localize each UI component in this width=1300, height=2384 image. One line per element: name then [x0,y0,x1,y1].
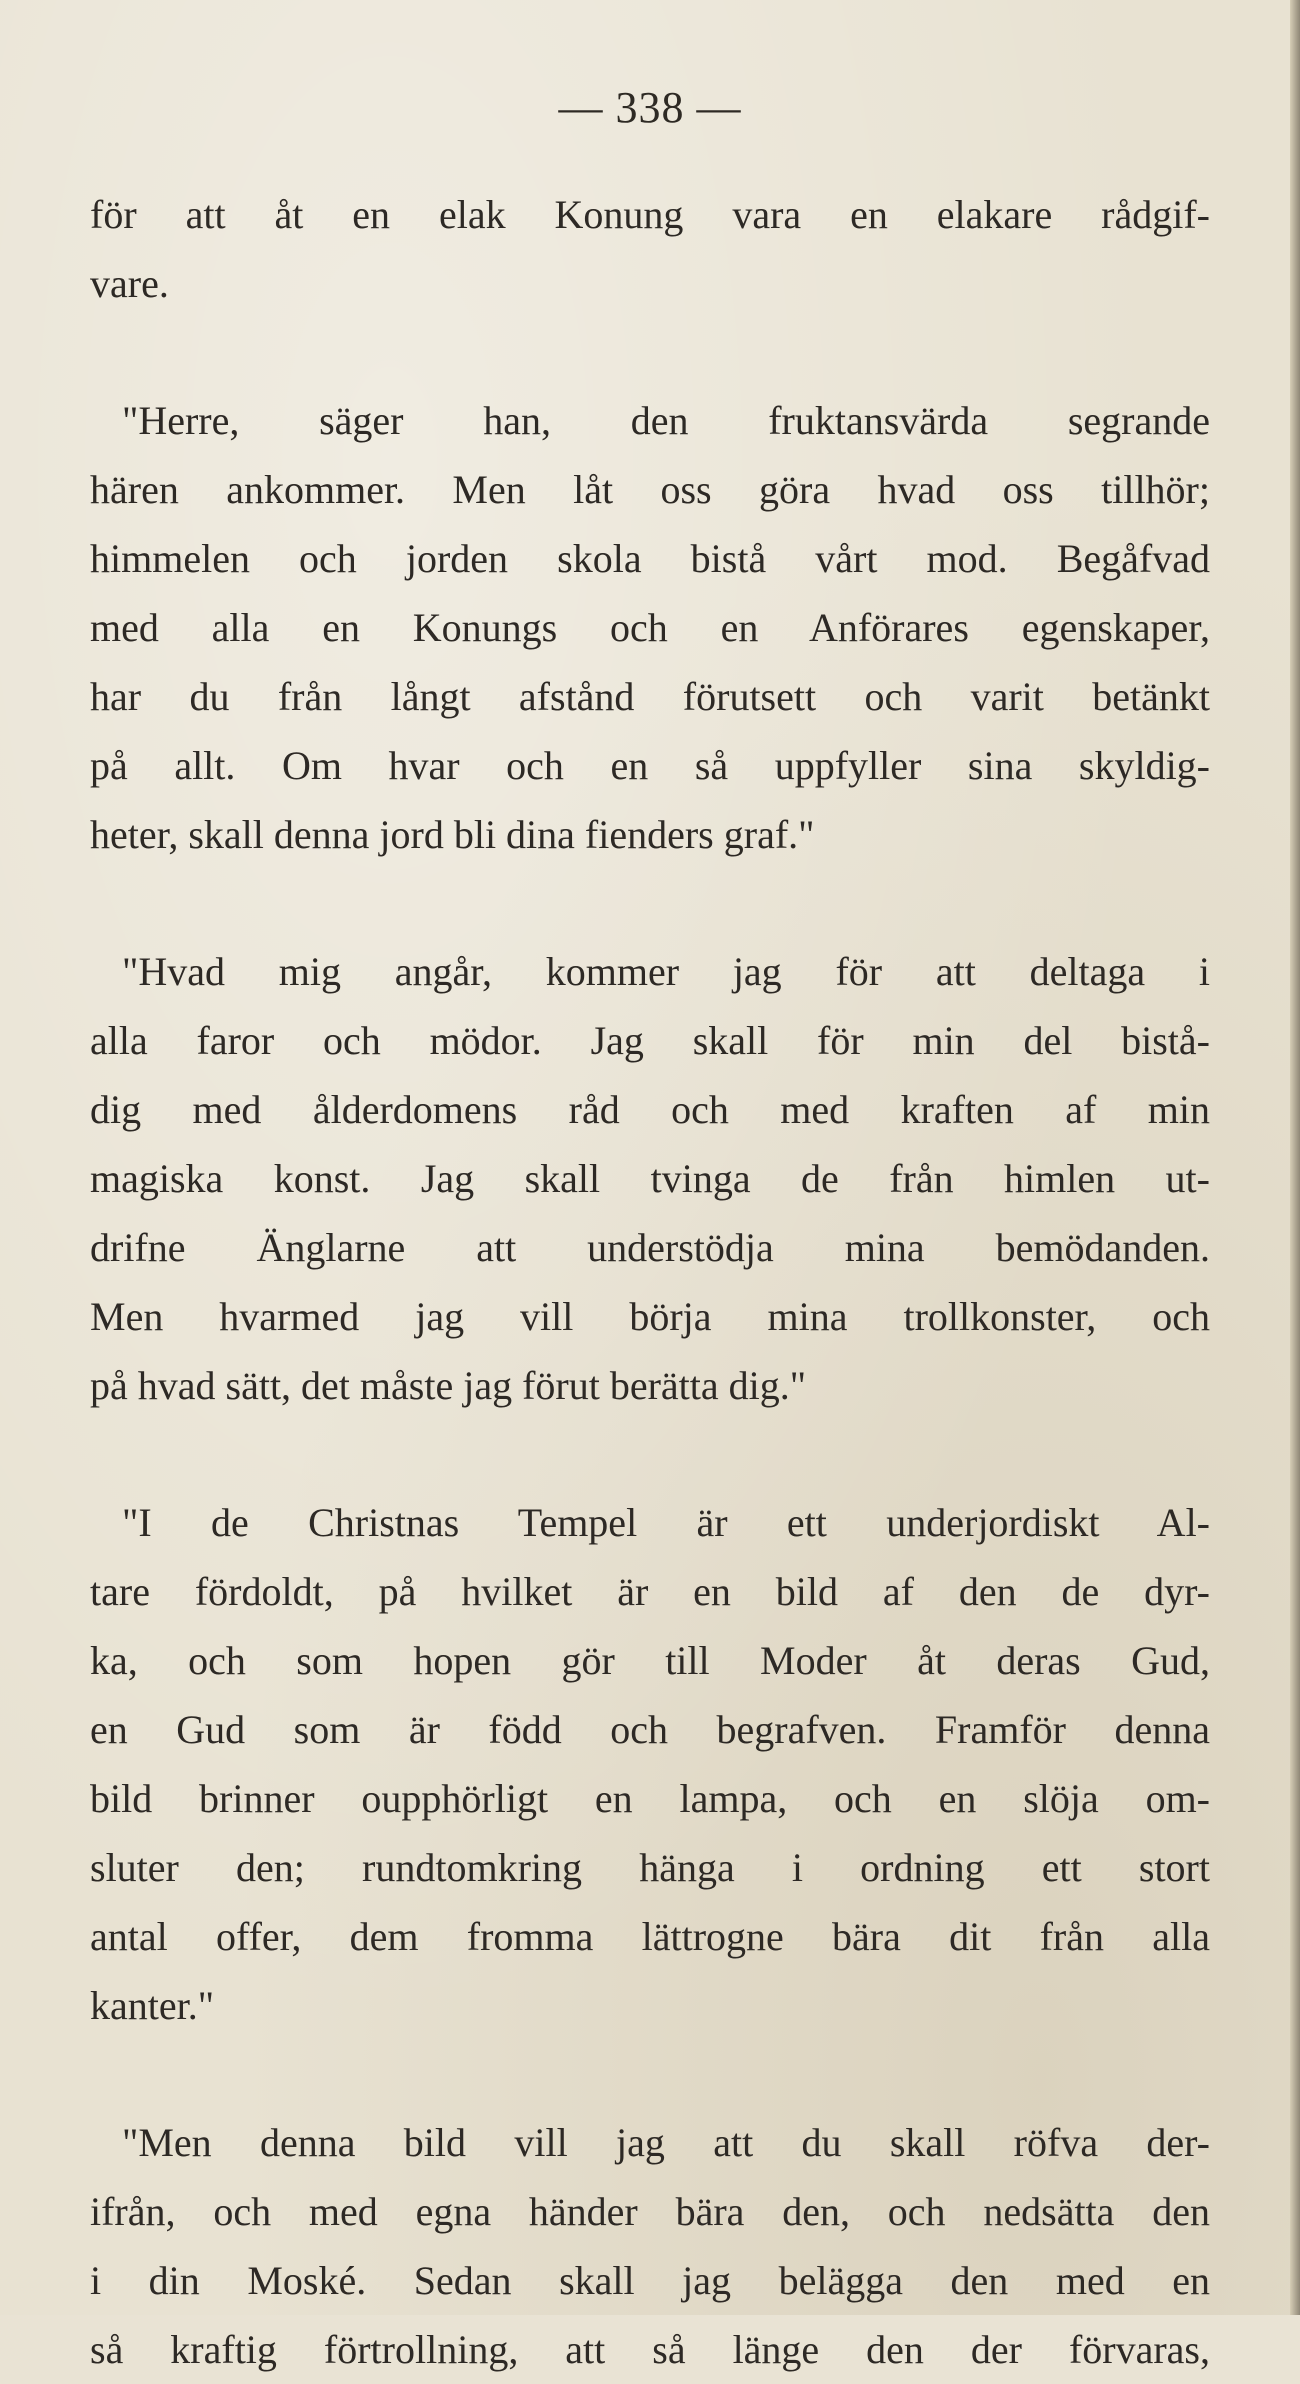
text-line: antal offer, dem fromma lättrogne bära dit från alla [90,1914,1210,1959]
paragraph-gap [90,869,1210,937]
page-edge [1290,0,1300,2315]
text-line: dig med ålderdomens råd och med kraften af min [90,1087,1210,1132]
text-line: Men hvarmed jag vill börja mina trollkonster, och [90,1294,1210,1339]
text-line: heter, skall denna jord bli dina fienders graf." [90,812,815,857]
text-line: på hvad sätt, det måste jag förut berätta dig." [90,1363,807,1408]
paragraph-gap [90,2040,1210,2108]
text-line: ifrån, och med egna händer bära den, och nedsätta den [90,2189,1210,2234]
text-line: har du från långt afstånd förutsett och varit betänkt [90,674,1210,719]
text-line: drifne Änglarne att understödja mina bemödanden. [90,1225,1210,1270]
paragraph-gap [90,318,1210,386]
text-line: för att åt en elak Konung vara en elakare rådgif- [90,192,1210,237]
text-line: sluter den; rundtomkring hänga i ordning ett stort [90,1845,1210,1890]
paragraph [90,386,1210,869]
text-line: kanter." [90,1983,215,2028]
paragraph-gap [90,1420,1210,1488]
text-line: "I de Christnas Tempel är ett underjordiskt Al- [122,1500,1210,1545]
text-line: på allt. Om hvar och en så uppfyller sina skyldig- [90,743,1210,788]
page-number: — 338 — [558,83,742,132]
text-line: en Gud som är född och begrafven. Framför denna [90,1707,1210,1752]
text-line: hären ankommer. Men låt oss göra hvad oss tillhör; [90,467,1210,512]
text-line: "Men denna bild vill jag att du skall röfva der- [122,2120,1210,2165]
body-text [90,180,1210,2384]
text-line: alla faror och mödor. Jag skall för min del bistå- [90,1018,1210,1063]
text-line: himmelen och jorden skola bistå vårt mod. Begåfvad [90,536,1210,581]
text-line: med alla en Konungs och en Anförares egenskaper, [90,605,1210,650]
text-line: "Hvad mig angår, kommer jag för att deltaga i [122,949,1210,994]
paragraph [90,180,1210,318]
text-line: i din Moské. Sedan skall jag belägga den med en [90,2258,1210,2303]
text-line: magiska konst. Jag skall tvinga de från himlen ut- [90,1156,1210,1201]
paragraph [90,937,1210,1420]
text-line: vare. [90,261,169,306]
text-line: bild brinner oupphörligt en lampa, och en slöja om- [90,1776,1210,1821]
text-line: så kraftig förtrollning, att så länge den der förvaras, [90,2327,1210,2372]
paragraph [90,1488,1210,2040]
text-line: "Herre, säger han, den fruktansvärda segrande [122,398,1210,443]
paragraph [90,2108,1210,2384]
text-line: ka, och som hopen gör till Moder åt deras Gud, [90,1638,1210,1683]
text-line: tare fördoldt, på hvilket är en bild af den de dyr- [90,1569,1210,1614]
